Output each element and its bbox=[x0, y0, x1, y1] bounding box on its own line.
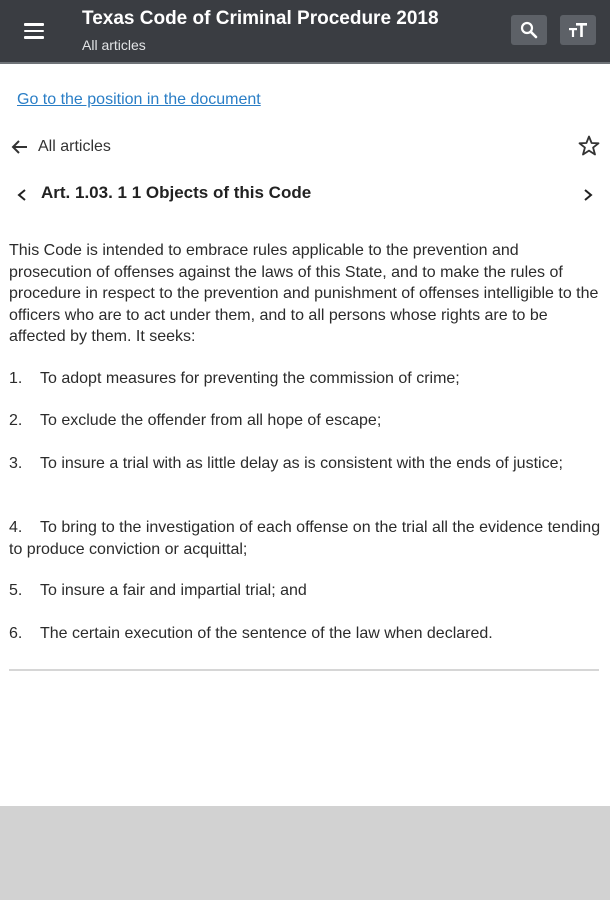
list-item bbox=[9, 623, 603, 645]
arrow-left-icon bbox=[10, 137, 30, 157]
intro-paragraph: This Code is intended to embrace rules applicable to the prevention and prosecution of offenses against the laws of this State, and to make the rules of procedure in respect to the prevention and punishment of offenses intelligible to the officers who are to act under them, and to all persons whose rights are to be affected by them. It seeks: bbox=[9, 242, 599, 345]
list-item-text: To adopt measures for preventing the commission of crime; bbox=[40, 370, 460, 387]
search-button[interactable] bbox=[511, 15, 547, 45]
app-bar bbox=[0, 0, 610, 64]
list-item bbox=[9, 580, 603, 602]
star-icon[interactable] bbox=[577, 134, 601, 158]
article-content bbox=[0, 64, 610, 806]
app-subtitle: All articles bbox=[82, 37, 146, 53]
list-item-number: 2. bbox=[9, 412, 23, 429]
list-item-text: To exclude the offender from all hope of escape; bbox=[40, 412, 382, 429]
back-to-all-articles[interactable] bbox=[10, 134, 111, 160]
chevron-right-icon[interactable] bbox=[578, 184, 598, 206]
list-item-text: To bring to the investigation of each offense on the trial all the evidence tending to produce conviction or acquittal; bbox=[9, 519, 601, 558]
list-item bbox=[9, 453, 603, 475]
back-label: All articles bbox=[38, 138, 111, 155]
chevron-left-icon[interactable] bbox=[12, 184, 32, 206]
search-icon bbox=[520, 21, 538, 39]
list-item-number: 5. bbox=[9, 582, 23, 599]
article-intro bbox=[9, 240, 603, 348]
text-size-icon bbox=[567, 21, 589, 39]
list-item-text: To insure a trial with as little delay as is consistent with the ends of justice; bbox=[40, 455, 563, 472]
list-item bbox=[9, 410, 603, 432]
list-item-text: To insure a fair and impartial trial; and bbox=[40, 582, 307, 599]
list-item-number: 6. bbox=[9, 625, 23, 642]
text-size-button[interactable] bbox=[560, 15, 596, 45]
article-nav-row bbox=[10, 182, 600, 208]
bottom-bar bbox=[0, 806, 610, 900]
menu-icon[interactable] bbox=[24, 18, 52, 44]
list-item-text: The certain execution of the sentence of the law when declared. bbox=[40, 625, 493, 642]
list-item-number: 4. bbox=[9, 519, 23, 536]
content-divider bbox=[9, 669, 599, 671]
goto-position-link[interactable]: Go to the position in the document bbox=[17, 91, 261, 108]
list-item-number: 1. bbox=[9, 370, 23, 387]
list-item-number: 3. bbox=[9, 455, 23, 472]
list-item bbox=[9, 517, 603, 560]
list-item bbox=[9, 368, 603, 390]
app-title: Texas Code of Criminal Procedure 2018 bbox=[82, 8, 439, 29]
article-title: Art. 1.03. 1 1 Objects of this Code bbox=[41, 183, 312, 202]
